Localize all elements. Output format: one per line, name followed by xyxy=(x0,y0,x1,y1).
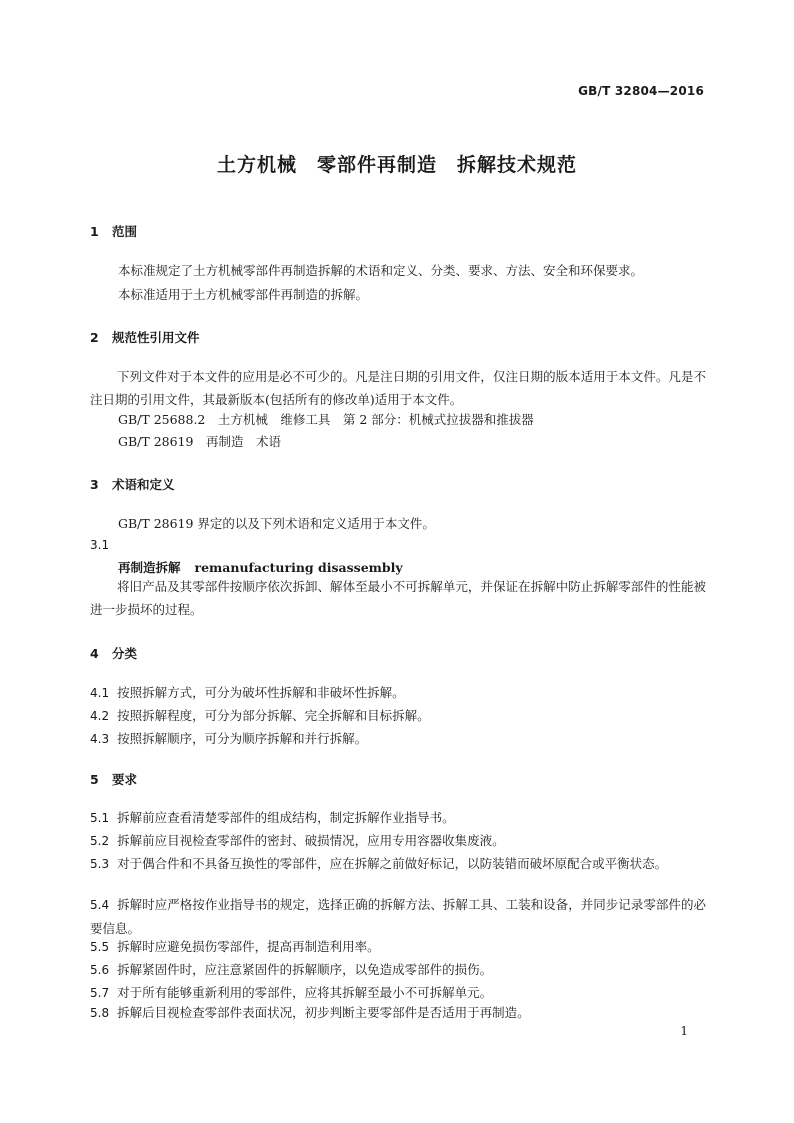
section-5-heading xyxy=(90,770,137,788)
clause-number: 5.1 xyxy=(90,811,110,825)
term-number: 3.1 xyxy=(90,538,110,552)
section-4-heading xyxy=(90,644,137,662)
clause-text: 对于偶合件和不具备互换性的零部件，应在拆解之前做好标记，以防装错而破坏原配合或平衡状态。 xyxy=(117,856,668,871)
section-title: 分类 xyxy=(112,646,138,661)
section-1-heading xyxy=(90,222,137,240)
clause-text: 拆解紧固件时，应注意紧固件的拆解顺序，以免造成零部件的损伤。 xyxy=(117,962,493,977)
list-item xyxy=(90,727,706,751)
clause-text: 对于所有能够重新利用的零部件，应将其拆解至最小不可拆解单元。 xyxy=(117,985,493,1000)
list-item xyxy=(90,704,706,728)
clause-text: 按照拆解方式，可分为破坏性拆解和非破坏性拆解。 xyxy=(117,685,405,700)
normative-reference-2: GB/T 28619 再制造 术语 xyxy=(118,434,281,449)
normative-reference-1: GB/T 25688.2 土方机械 维修工具 第 2 部分：机械式拉拔器和推拔器 xyxy=(118,412,534,427)
section-title: 术语和定义 xyxy=(112,477,175,492)
clause-text: 拆解时应严格按作业指导书的规定，选择正确的拆解方法、拆解工具、工装和设备，并同步记录零部件的必要信息。 xyxy=(90,897,706,936)
section-1-paragraph-1: 本标准规定了土方机械零部件再制造拆解的术语和定义、分类、要求、方法、安全和环保要求。 xyxy=(118,263,644,278)
section-3-heading xyxy=(90,475,175,493)
section-number: 4 xyxy=(90,646,99,661)
title-part-2: 零部件再制造 xyxy=(316,154,437,176)
clause-text: 拆解前应目视检查零部件的密封、破损情况，应用专用容器收集废液。 xyxy=(117,833,505,848)
title-part-3: 拆解技术规范 xyxy=(457,154,578,176)
clause-number: 5.2 xyxy=(90,834,110,848)
list-item xyxy=(90,829,706,853)
standard-number-header: GB/T 32804—2016 xyxy=(578,84,704,98)
clause-text: 按照拆解顺序，可分为顺序拆解和并行拆解。 xyxy=(117,731,368,746)
list-item xyxy=(90,935,706,959)
section-title: 要求 xyxy=(112,772,138,787)
clause-number: 4.3 xyxy=(90,732,110,746)
page-number: 1 xyxy=(680,1024,688,1038)
term-definition: 将旧产品及其零部件按顺序依次拆卸、解体至最小不可拆解单元，并保证在拆解中防止拆解零部件的性能被进一步损坏的过程。 xyxy=(90,579,706,617)
clause-number: 5.3 xyxy=(90,857,110,871)
term-chinese: 再制造拆解 xyxy=(118,560,181,575)
section-number: 3 xyxy=(90,477,99,492)
list-item xyxy=(90,958,706,982)
clause-text: 按照拆解程度，可分为部分拆解、完全拆解和目标拆解。 xyxy=(117,708,430,723)
section-2-intro: 下列文件对于本文件的应用是必不可少的。凡是注日期的引用文件，仅注日期的版本适用于本文件。凡是不注日期的引用文件，其最新版本(包括所有的修改单)适用于本文件。 xyxy=(90,369,706,407)
list-item xyxy=(90,893,706,940)
list-item xyxy=(90,1001,706,1025)
document-title xyxy=(0,150,794,177)
clause-number: 4.1 xyxy=(90,686,110,700)
section-title: 规范性引用文件 xyxy=(112,330,200,345)
clause-number: 5.8 xyxy=(90,1006,110,1020)
section-1-paragraph-2: 本标准适用于土方机械零部件再制造的拆解。 xyxy=(118,287,369,302)
clause-number: 4.2 xyxy=(90,709,110,723)
section-number: 2 xyxy=(90,330,99,345)
list-item xyxy=(90,806,706,830)
clause-number: 5.7 xyxy=(90,986,110,1000)
title-part-1: 土方机械 xyxy=(216,154,297,176)
clause-text: 拆解前应查看清楚零部件的组成结构，制定拆解作业指导书。 xyxy=(117,810,455,825)
clause-number: 5.6 xyxy=(90,963,110,977)
clause-text: 拆解后目视检查零部件表面状况，初步判断主要零部件是否适用于再制造。 xyxy=(117,1005,530,1020)
term-heading xyxy=(118,558,403,576)
clause-number: 5.5 xyxy=(90,940,110,954)
clause-number: 5.4 xyxy=(90,898,110,912)
list-item xyxy=(90,681,706,705)
term-english: remanufacturing disassembly xyxy=(194,560,403,575)
clause-text: 拆解时应避免损伤零部件，提高再制造利用率。 xyxy=(117,939,380,954)
section-number: 5 xyxy=(90,772,99,787)
list-item xyxy=(90,852,706,876)
section-3-intro: GB/T 28619 界定的以及下列术语和定义适用于本文件。 xyxy=(118,516,435,531)
section-2-heading xyxy=(90,328,200,346)
section-title: 范围 xyxy=(112,224,138,239)
section-number: 1 xyxy=(90,224,99,239)
